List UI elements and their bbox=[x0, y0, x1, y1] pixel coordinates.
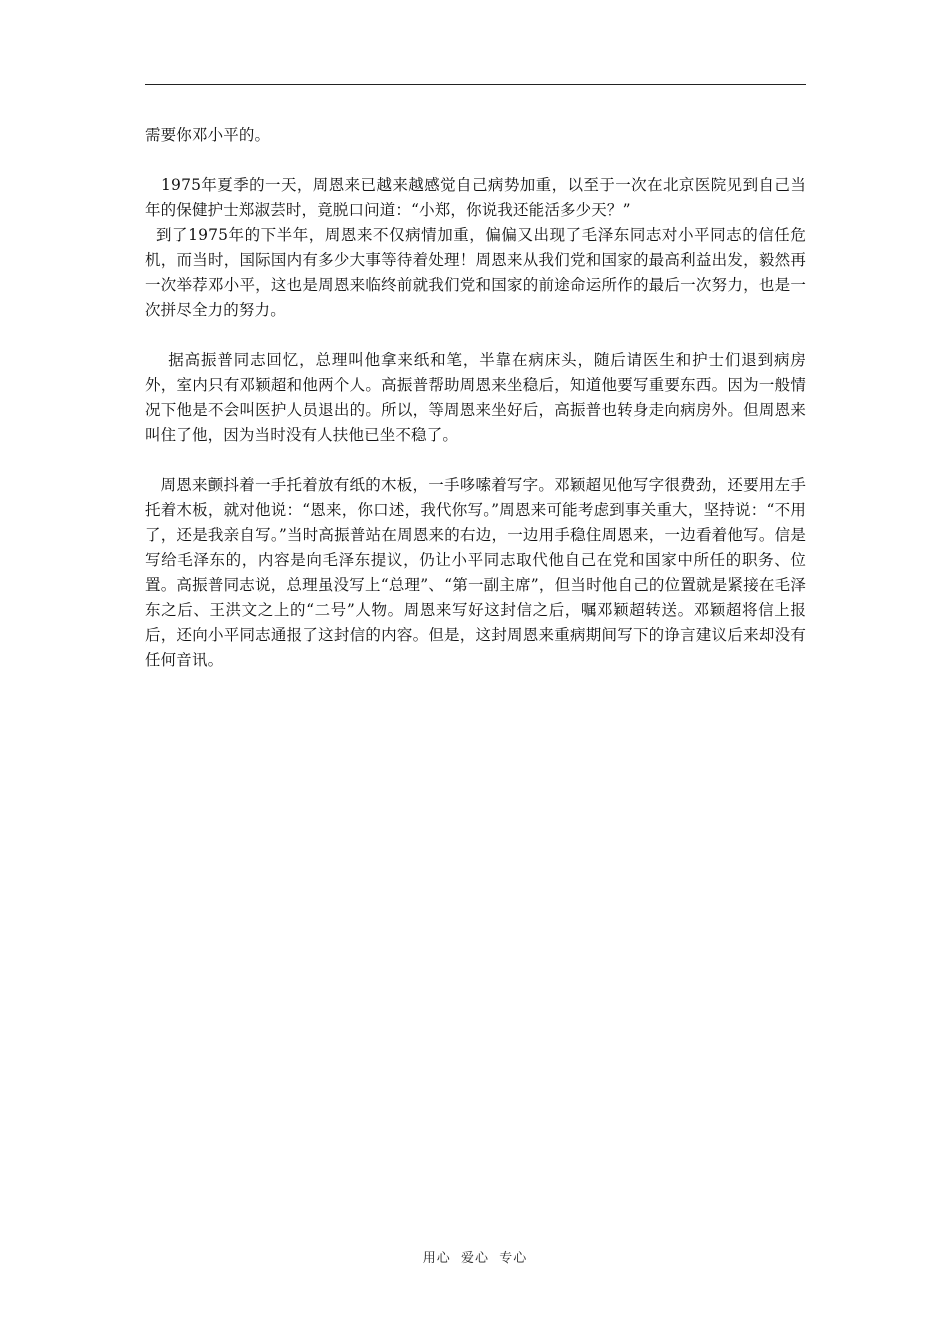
paragraph-second-half-1975: 到了1975年的下半年，周恩来不仅病情加重，偏偏又出现了毛泽东同志对小平同志的信任危机，而当时，国际国内有多少大事等待着处理！周恩来从我们党和国家的最高利益出发，毅然再一次举荐邓小平，这也是周恩来临终前就我们党和国家的前途命运所作的最后一次努力，也是一次拼尽全力的努力。 bbox=[145, 226, 807, 319]
paragraph-summer-1975: 1975年夏季的一天，周恩来已越来越感觉自己病势加重，以至于一次在北京医院见到自己当年的保健护士郑淑芸时，竟脱口问道：“小郑，你说我还能活多少天？” bbox=[145, 176, 807, 219]
document-body bbox=[145, 123, 806, 673]
paragraph-gap bbox=[145, 323, 806, 348]
page-footer: 用心 爱心 专心 bbox=[422, 1251, 528, 1266]
paragraph-gap bbox=[145, 448, 806, 473]
paragraph-gao-zhenpu-recollection: 据高振普同志回忆，总理叫他拿来纸和笔，半靠在病床头，随后请医生和护士们退到病房外，室内只有邓颖超和他两个人。高振普帮助周恩来坐稳后，知道他要写重要东西。因为一般情况下他是不会叫医护人员退出的。所以，等周恩来坐好后，高振普也转身走向病房外。但周恩来叫住了他，因为当时没有人扶他已坐不稳了。 bbox=[145, 351, 806, 444]
paragraph-gap bbox=[145, 148, 806, 173]
paragraph-letter-writing: 周恩来颤抖着一手托着放有纸的木板，一手哆嗦着写字。邓颖超见他写字很费劲，还要用左手托着木板，就对他说：“恩来，你口述，我代你写。”周恩来可能考虑到事关重大，坚持说：“不用了，还是我亲自写。”当时高振普站在周恩来的右边，一边用手稳住周恩来，一边看着他写。信是写给毛泽东的，内容是向毛泽东提议，仍让小平同志取代他自己在党和国家中所任的职务、位置。高振普同志说，总理虽没写上“总理”、“第一副主席”，但当时他自己的位置就是紧接在毛泽东之后、王洪文之上的“二号”人物。周恩来写好这封信之后，嘱邓颖超转送。邓颖超将信上报后，还向小平同志通报了这封信的内容。但是，这封周恩来重病期间写下的诤言建议后来却没有任何音讯。 bbox=[145, 476, 807, 669]
header-rule bbox=[145, 84, 806, 85]
paragraph-continuation: 需要你邓小平的。 bbox=[145, 126, 271, 144]
